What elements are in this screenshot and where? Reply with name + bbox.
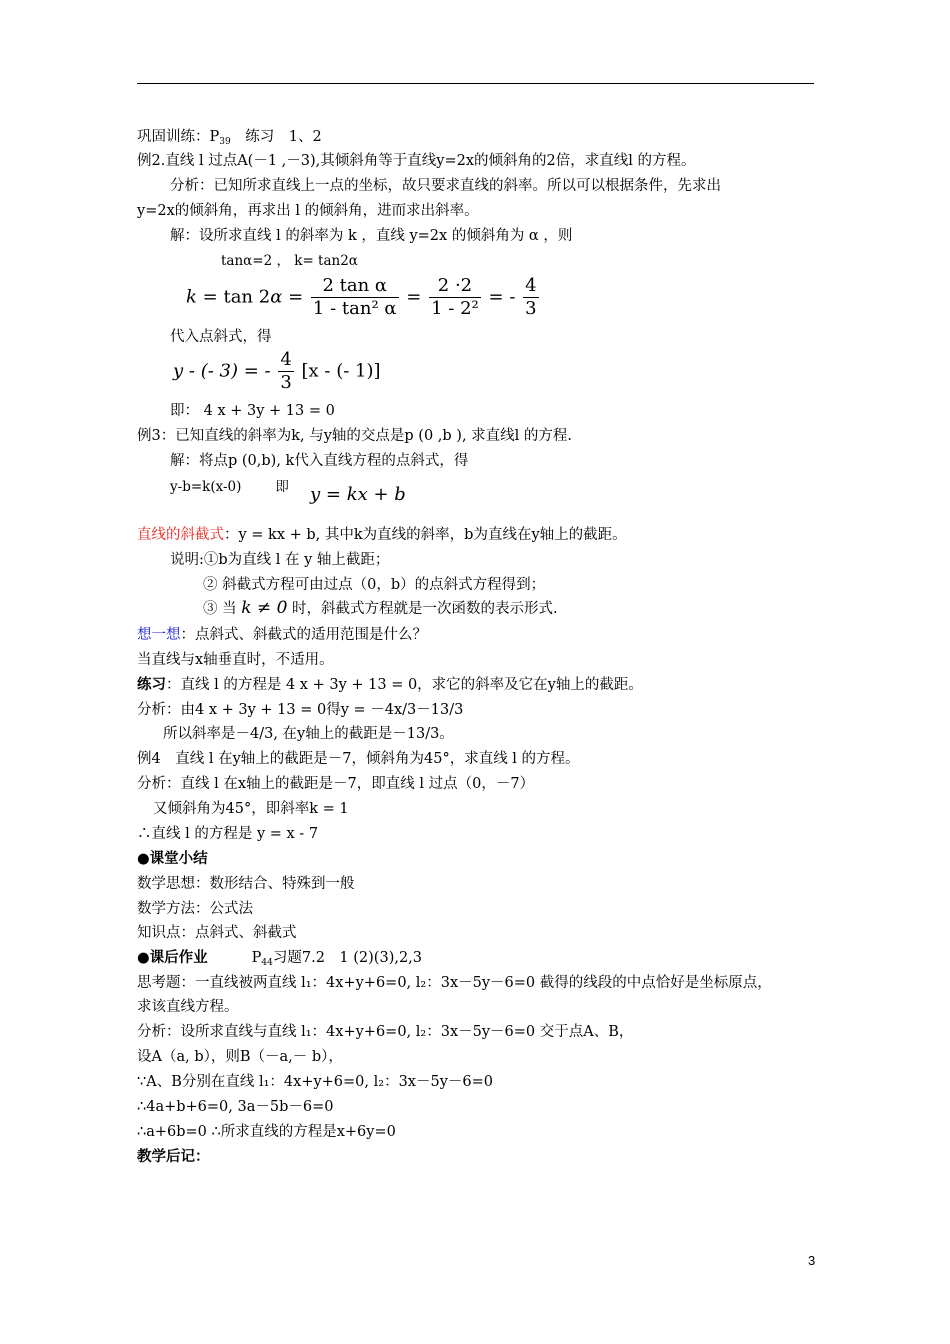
analysis-line-1: 分析：已知所求直线上一点的坐标，故只要求直线的斜率。所以可以根据条件，先求出 <box>170 178 721 194</box>
think-analysis-5: ∴a+6b=0 ∴所求直线的方程是x+6y=0 <box>137 1124 396 1140</box>
homework-line: ●课后作业 $P_{44}$习题7.2 1 (2)(3),2,3 <box>137 949 423 968</box>
formula-tan2a: k = tan 2α = $\frac{\text{2 tan α}}{\text{1 - tan² α}}$ = $\frac{2 \cdot 2}{\text{1 - 2²}}$ = - $\frac{4}{3}$ <box>186 275 537 319</box>
think-problem-cont: 求该直线方程。 <box>137 999 239 1015</box>
analysis-line-2: y=2x的倾斜角，再求出 l 的倾斜角，进而求出斜率。 <box>137 203 479 219</box>
consolidation-line: 巩固训练：$P_{39}$ 练习 1、2 <box>137 129 322 147</box>
think-answer: 当直线与x轴垂直时，不适用。 <box>137 652 334 668</box>
note-3: ③ 当 k ≠ 0 时，斜截式方程就是一次函数的表示形式. <box>203 598 558 618</box>
header-rule <box>137 83 814 84</box>
example-4-result: ∴直线 l 的方程是 y = x - 7 <box>137 826 319 842</box>
summary-thought: 数学思想：数形结合、特殊到一般 <box>137 876 355 892</box>
exercise-line: 练习：直线 l 的方程是 4 x + 3y + 13 = 0，求它的斜率及它在y轴上的截距。 <box>137 676 643 693</box>
exercise-result: 所以斜率是－4/3, 在y轴上的截距是－13/3。 <box>163 726 454 742</box>
result-line: 即： 4 x + 3y + 13 = 0 <box>170 403 335 419</box>
think-analysis-1: 分析：设所求直线与直线 l₁：4x+y+6=0, l₂：3x－5y－6=0 交于点A、B， <box>137 1024 634 1040</box>
tan-values: tanα=2 ， k= tan2α <box>221 253 358 269</box>
slope-intercept-definition: 直线的斜截式：y = kx + b, 其中k为直线的斜率，b为直线在y轴上的截距。 <box>137 527 627 543</box>
think-analysis-2: 设A（a, b），则B（－a,－ b）， <box>137 1049 343 1065</box>
example-3: 例3：已知直线的斜率为k, 与y轴的交点是p (0 ,b ), 求直线l 的方程. <box>137 428 573 444</box>
think-analysis-3: ∵A、B分别在直线 l₁：4x+y+6=0, l₂：3x－5y－6=0 <box>137 1074 493 1090</box>
note-1: 说明:①b为直线 l 在 y 轴上截距； <box>170 552 390 568</box>
example-4: 例4 直线 l 在y轴上的截距是－7，倾斜角为45°，求直线 l 的方程。 <box>137 751 580 767</box>
teaching-notes-heading: 教学后记： <box>137 1148 210 1165</box>
formula-point-slope: y - (- 3) = - $\frac{4}{3}$ [x - (- 1)] <box>173 349 381 393</box>
note-2: ② 斜截式方程可由过点（0，b）的点斜式方程得到； <box>203 577 546 593</box>
example-4-analysis: 分析：直线 l 在x轴上的截距是－7，即直线 l 过点（0，－7） <box>137 776 535 792</box>
think-line: 想一想：点斜式、斜截式的适用范围是什么？ <box>137 627 427 643</box>
substitute-line: 代入点斜式，得 <box>170 329 272 345</box>
example-3-solution: 解：将点p (0,b), k代入直线方程的点斜式，得 <box>170 453 469 469</box>
solution-line: 解：设所求直线 l 的斜率为 k ，直线 y=2x 的倾斜角为 α ，则 <box>170 228 573 244</box>
think-problem: 思考题：一直线被两直线 l₁：4x+y+6=0, l₂：3x－5y－6=0 截得的线段的中点恰好是坐标原点， <box>137 975 772 991</box>
page-number: 3 <box>808 1253 816 1268</box>
example-2: 例2.直线 l 过点A(－1 ,－3),其倾斜角等于直线y=2x的倾斜角的2倍，求直线l 的方程。 <box>137 153 696 169</box>
summary-knowledge: 知识点：点斜式、斜截式 <box>137 925 297 941</box>
think-analysis-4: ∴4a+b+6=0, 3a－5b－6=0 <box>137 1099 334 1115</box>
formula-slope-intercept: y = kx + b <box>310 484 406 505</box>
summary-heading: ●课堂小结 <box>137 850 208 867</box>
example-4-slope: 又倾斜角为45°，即斜率k = 1 <box>153 801 349 817</box>
exercise-analysis: 分析：由4 x + 3y + 13 = 0得y = －4x/3－13/3 <box>137 702 464 718</box>
summary-method: 数学方法：公式法 <box>137 901 253 917</box>
yb-line: y-b=k(x-0) 即 <box>170 479 289 495</box>
